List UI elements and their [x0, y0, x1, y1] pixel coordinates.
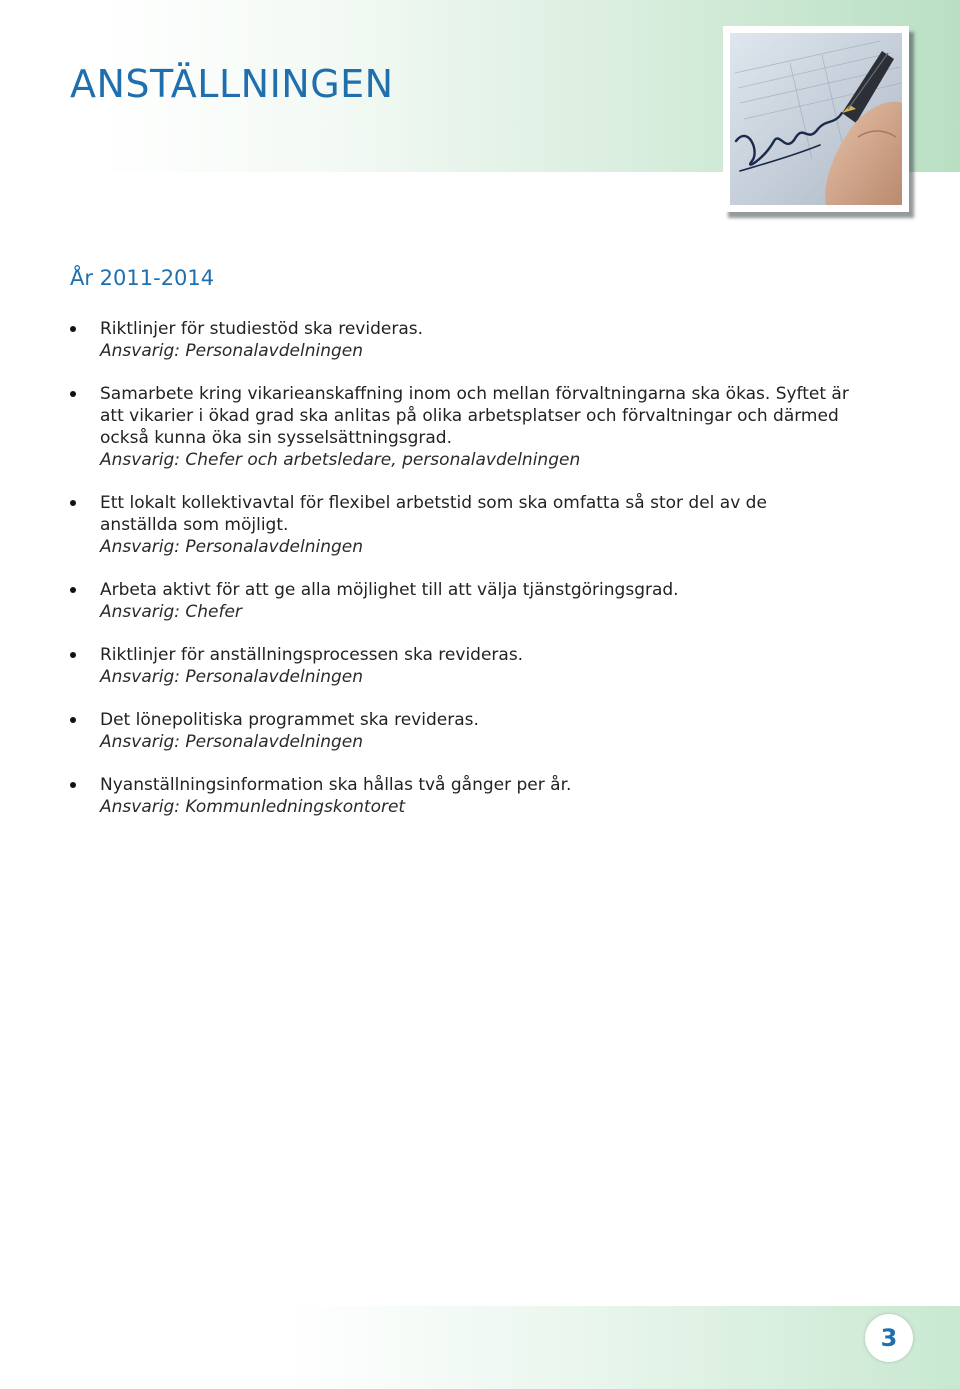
bullet-icon: [70, 587, 76, 593]
page-number-badge: [865, 1314, 913, 1362]
item-text: Riktlinjer för studiestöd ska revideras.: [100, 319, 424, 339]
list-item: [70, 709, 850, 753]
item-text: Ett lokalt kollektivavtal för flexibel arbetstid som ska omfatta så stor del av de anställda som möjligt.: [100, 493, 767, 535]
page-title: ANSTÄLLNINGEN: [70, 62, 394, 106]
pen-signature-icon: [730, 33, 902, 205]
page-number: 3: [880, 1324, 898, 1352]
item-text: Nyanställningsinformation ska hållas två gånger per år.: [100, 775, 572, 795]
list-item: [70, 644, 850, 688]
list-item: [70, 318, 850, 362]
item-text: Riktlinjer för anställningsprocessen ska revideras.: [100, 645, 524, 665]
item-text: Samarbete kring vikarieanskaffning inom och mellan förvaltningarna ska ökas. Syftet är att vikarier i ökad grad ska anlitas på olika arbetsplatser och förvaltningar och därmed också kunna öka sin sysselsättningsgrad.: [100, 384, 849, 448]
list-item: [70, 492, 850, 558]
item-responsible: Ansvarig: Kommunledningskontoret: [100, 797, 406, 817]
action-list: [70, 318, 850, 839]
bullet-icon: [70, 326, 76, 332]
bullet-icon: [70, 500, 76, 506]
bullet-icon: [70, 652, 76, 658]
list-item: [70, 579, 850, 623]
bullet-icon: [70, 391, 76, 397]
list-item: [70, 383, 850, 471]
item-responsible: Ansvarig: Chefer: [100, 602, 242, 622]
bullet-icon: [70, 717, 76, 723]
signing-document-photo: [723, 26, 909, 212]
bullet-icon: [70, 782, 76, 788]
item-responsible: Ansvarig: Personalavdelningen: [100, 537, 363, 557]
item-text: Arbeta aktivt för att ge alla möjlighet till att välja tjänstgöringsgrad.: [100, 580, 679, 600]
item-text: Det lönepolitiska programmet ska revideras.: [100, 710, 479, 730]
item-responsible: Ansvarig: Personalavdelningen: [100, 667, 363, 687]
section-heading: År 2011-2014: [70, 266, 215, 290]
list-item: [70, 774, 850, 818]
item-responsible: Ansvarig: Chefer och arbetsledare, personalavdelningen: [100, 450, 581, 470]
item-responsible: Ansvarig: Personalavdelningen: [100, 732, 363, 752]
footer-band: [0, 1306, 960, 1389]
item-responsible: Ansvarig: Personalavdelningen: [100, 341, 363, 361]
